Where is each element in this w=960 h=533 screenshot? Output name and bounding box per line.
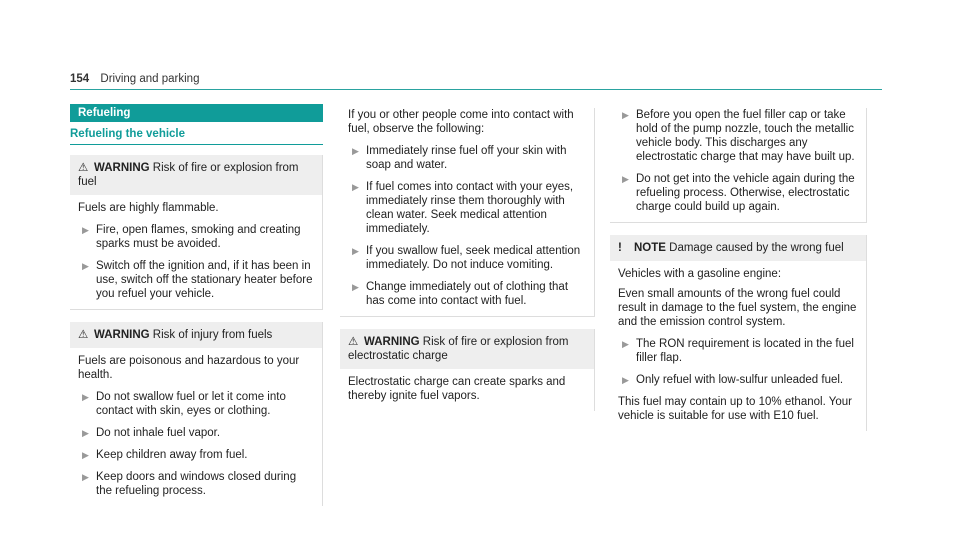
note-box-wrong-fuel [610, 235, 867, 431]
arrow-icon: ▶ [82, 472, 89, 482]
list-item: ▶ Fire, open flames, smoking and creating sparks must be avoided. [82, 224, 301, 250]
warning-head [70, 322, 322, 348]
section-title: Refueling [70, 104, 323, 122]
arrow-icon: ▶ [82, 392, 89, 402]
note-body [610, 261, 866, 431]
column-2 [340, 108, 595, 411]
warning-intro: Fuels are poisonous and hazardous to your health. [78, 355, 300, 381]
list-item: ▶ Change immediately out of clothing that has come into contact with fuel. [352, 281, 569, 307]
warning-label: WARNING [364, 336, 420, 348]
arrow-icon: ▶ [352, 182, 359, 192]
warning-heading: Risk of fire or explosion from electrostatic charge [348, 336, 569, 362]
note-text: Even small amounts of the wrong fuel could result in damage to the fuel system, the engine and the emission control system. [618, 288, 857, 328]
list-item: ▶ Switch off the ignition and, if it has been in use, switch off the stationary heater before you refuel your vehicle. [82, 260, 313, 300]
exclamation-icon: ! [618, 242, 622, 254]
warning-head [70, 155, 322, 195]
list-item: ▶ If you swallow fuel, seek medical attention immediately. Do not induce vomiting. [352, 245, 581, 271]
arrow-icon: ▶ [82, 261, 89, 271]
note-heading: Damage caused by the wrong fuel [669, 242, 844, 254]
note-label: NOTE [634, 242, 666, 254]
continued-warning [340, 108, 595, 317]
warning-icon: ⚠ [78, 162, 89, 174]
note-text: This fuel may contain up to 10% ethanol. Your vehicle is suitable for use with E10 fuel. [618, 396, 852, 422]
arrow-icon: ▶ [352, 146, 359, 156]
arrow-icon: ▶ [622, 339, 629, 349]
column-1 [70, 104, 323, 506]
warning-body [70, 195, 322, 309]
arrow-icon: ▶ [82, 428, 89, 438]
list-item: ▶ Keep doors and windows closed during the refueling process. [82, 471, 297, 497]
arrow-icon: ▶ [622, 174, 629, 184]
warning-text: Electrostatic charge can create sparks and thereby ignite fuel vapors. [348, 376, 566, 402]
arrow-icon: ▶ [352, 246, 359, 256]
warning-box-injury [70, 322, 323, 506]
section-name: Driving and parking [100, 73, 200, 85]
warning-heading: Risk of fire or explosion from fuel [78, 162, 299, 188]
warning-intro: Fuels are highly flammable. [78, 202, 219, 214]
arrow-icon: ▶ [352, 282, 359, 292]
list-item: ▶ Immediately rinse fuel off your skin with soap and water. [352, 145, 567, 171]
page-header [70, 72, 199, 86]
list-item: ▶ Before you open the fuel filler cap or take hold of the pump nozzle, touch the metallic vehicle body. This discharges any electrostatic charge that may have built up. [622, 109, 855, 163]
list-item: ▶ If fuel comes into contact with your eyes, immediately rinse them thoroughly with clean water. Seek medical attention immediately. [352, 181, 574, 235]
warning-label: WARNING [94, 162, 150, 174]
warning-head [340, 329, 594, 369]
warning-label: WARNING [94, 329, 150, 341]
warning-body [340, 369, 594, 411]
column-3 [610, 100, 867, 431]
arrow-icon: ▶ [82, 450, 89, 460]
list-item: ▶ Keep children away from fuel. [82, 449, 248, 461]
arrow-icon: ▶ [82, 225, 89, 235]
warning-box-fire [70, 155, 323, 310]
list-item: ▶ Do not get into the vehicle again during the refueling process. Otherwise, electrostatic charge could build up again. [622, 173, 855, 213]
list-item: ▶ Do not swallow fuel or let it come into contact with skin, eyes or clothing. [82, 391, 286, 417]
note-text: Vehicles with a gasoline engine: [618, 268, 782, 280]
list-item: ▶ Do not inhale fuel vapor. [82, 427, 221, 439]
list-item: ▶ The RON requirement is located in the fuel filler flap. [622, 338, 854, 364]
arrow-icon: ▶ [622, 110, 629, 120]
arrow-icon: ▶ [622, 375, 629, 385]
header-divider [70, 89, 882, 90]
warning-body [340, 108, 594, 316]
warning-icon: ⚠ [348, 336, 359, 348]
warning-body [70, 348, 322, 506]
note-head [610, 235, 866, 261]
subsection-title: Refueling the vehicle [70, 128, 186, 140]
warning-heading: Risk of injury from fuels [152, 329, 273, 341]
page-number: 154 [70, 73, 90, 85]
warning-box-electrostatic [340, 329, 595, 411]
warning-icon: ⚠ [78, 329, 89, 341]
warning-intro: If you or other people come into contact with fuel, observe the following: [348, 109, 574, 135]
continued-warning [610, 108, 867, 223]
list-item: ▶ Only refuel with low-sulfur unleaded fuel. [622, 374, 844, 386]
warning-body [610, 108, 866, 222]
subtitle-divider [70, 144, 323, 145]
